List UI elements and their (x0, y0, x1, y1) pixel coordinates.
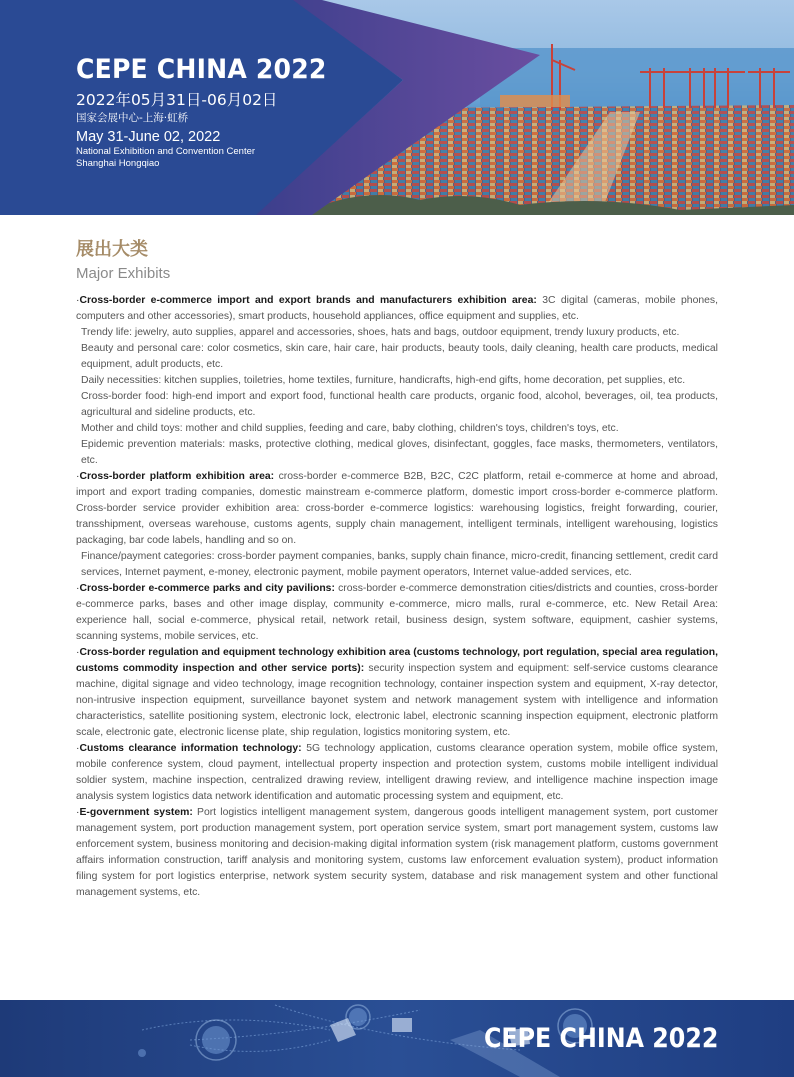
header-banner (0, 0, 794, 215)
exhibit-text: Trendy life: jewelry, auto supplies, apparel and accessories, shoes, hats and bags, outdoor equipment, trendy luxury products, etc. (81, 327, 680, 338)
exhibit-text: Daily necessities: kitchen supplies, toiletries, home textiles, furniture, handicrafts, high-end gifts, home decoration, pet supplies, etc. (81, 375, 686, 386)
exhibit-item (76, 293, 718, 469)
bullet: · (76, 743, 80, 754)
header-brand-title: CEPE CHINA 2022 (76, 54, 327, 85)
exhibit-text: Beauty and personal care: color cosmetics, skin care, hair care, hair products, beauty tools, daily cleaning, health care products, medical equipment, adult products, etc. (81, 343, 718, 370)
exhibit-text: 3C digital (cameras, mobile phones, computers and other accessories), smart products, household appliances, office equipment and supplies, etc. (76, 295, 719, 322)
exhibit-text: cross-border e-commerce B2B, B2C, C2C platform, retail e-commerce at home and abroad, import and export trading companies, domestic mainstream e-commerce platform, domestic import cross-border e-commerce platform. Cross-border service provider exhibition area: cross-border e-commerce logistics: warehousing logistics, freight forwarding, courier, transshipment, overseas warehouse, customs agents, supply chain management, intelligent terminals, intelligent warehousing, logistics packaging, bar code labels, handling and so on. (76, 471, 719, 546)
exhibit-item (76, 645, 718, 741)
footer-brand-title: CEPE CHINA 2022 (483, 1023, 718, 1054)
exhibit-heading: Cross-border e-commerce import and export brands and manufacturers exhibition area: (79, 295, 537, 306)
exhibits-list (76, 293, 718, 901)
bullet: · (76, 583, 80, 594)
date-chinese: 2022年05月31日-06月02日 (76, 91, 278, 109)
section-title-english: Major Exhibits (76, 265, 171, 282)
section-title (76, 239, 170, 284)
exhibit-item (76, 469, 718, 581)
exhibit-text: security inspection system and equipment: self-service customs clearance machine, digital signage and video technology, image recognition technology, container inspection system and equipment, X-ray detector, non-intrusive inspection equipment, surveillance bayonet system and network management system with intelligence and information characteristics, satellite positioning system, electronic lock, electronic label, electronic scanning inspection equipment, electronic platform scale, electronic gate, electronic license plate, ship regulation, logistics monitoring system, etc. (76, 663, 718, 738)
exhibit-item (76, 741, 718, 805)
venue-chinese: 国家会展中心-上海·虹桥 (76, 112, 189, 124)
bullet: · (76, 807, 80, 818)
exhibit-heading: E-government system: (79, 807, 193, 818)
section-title-chinese: 展出大类 (76, 239, 148, 260)
exhibit-heading: Cross-border platform exhibition area: (79, 471, 275, 482)
exhibit-text: Port logistics intelligent management system, dangerous goods intelligent management system, port customer management system, port production management system, port operation service system, smart port management system, customs law enforcement system, business monitoring and decision-making digital information system (risk management platform, customs government affairs information construction, tariff analysis and monitoring system, customs law enforcement evaluation system), product information filing system for port logistics enterprise, network system security system, database and risk management system and other functional management systems, etc. (76, 807, 718, 898)
bullet: · (76, 471, 80, 482)
bullet: · (76, 295, 80, 306)
exhibit-text: cross-border e-commerce demonstration cities/districts and counties, cross-border e-commerce parks, bases and other image display, community e-commerce, micro malls, rural e-commerce, etc. New Retail Area: experience hall, social e-commerce, physical retail, network retail, business design, system software, equipment, cashier systems, scanning systems, mobile services, etc. (76, 583, 718, 642)
exhibit-item (76, 805, 718, 901)
exhibit-text: Cross-border food: high-end import and export food, functional health care products, organic food, alcohol, beverages, oil, tea products, agricultural and sideline products, etc. (81, 391, 718, 418)
bullet: · (76, 647, 80, 658)
exhibit-text: 5G technology application, customs clearance operation system, mobile office system, mobile conference system, cloud payment, intellectual property inspection and protection system, customs mobile intelligent individual soldier system, machine inspection, centralized drawing review, intelligent drawing review, and intelligence machine inspection image analysis system logistics data network identification and automatic processing system and equipment, etc. (76, 743, 719, 802)
date-english: May 31-June 02, 2022 (76, 129, 221, 145)
exhibit-text: Mother and child toys: mother and child supplies, feeding and care, baby clothing, children's toys, children's toys, etc. (81, 423, 619, 434)
venue-english-line2: Shanghai Hongqiao (76, 158, 160, 169)
venue-english-line1: National Exhibition and Convention Center (76, 146, 256, 157)
footer-banner (0, 1000, 794, 1077)
exhibit-text: Epidemic prevention materials: masks, protective clothing, medical gloves, disinfectant, goggles, face masks, thermometers, ventilators, etc. (81, 439, 718, 466)
header-titles (76, 54, 345, 170)
exhibit-heading: Cross-border regulation and equipment technology exhibition area (customs technology, port regulation, special area regulation, customs commodity inspection and other service ports): (76, 647, 718, 674)
exhibit-heading: Customs clearance information technology: (79, 743, 302, 754)
exhibit-text: Finance/payment categories: cross-border payment companies, banks, supply chain finance, micro-credit, financing settlement, credit card services, Internet payment, e-money, electronic payment, mobile payment operators, Internet value-added services, etc. (81, 551, 718, 578)
exhibit-heading: Cross-border e-commerce parks and city pavilions: (79, 583, 335, 594)
exhibit-item (76, 581, 718, 645)
